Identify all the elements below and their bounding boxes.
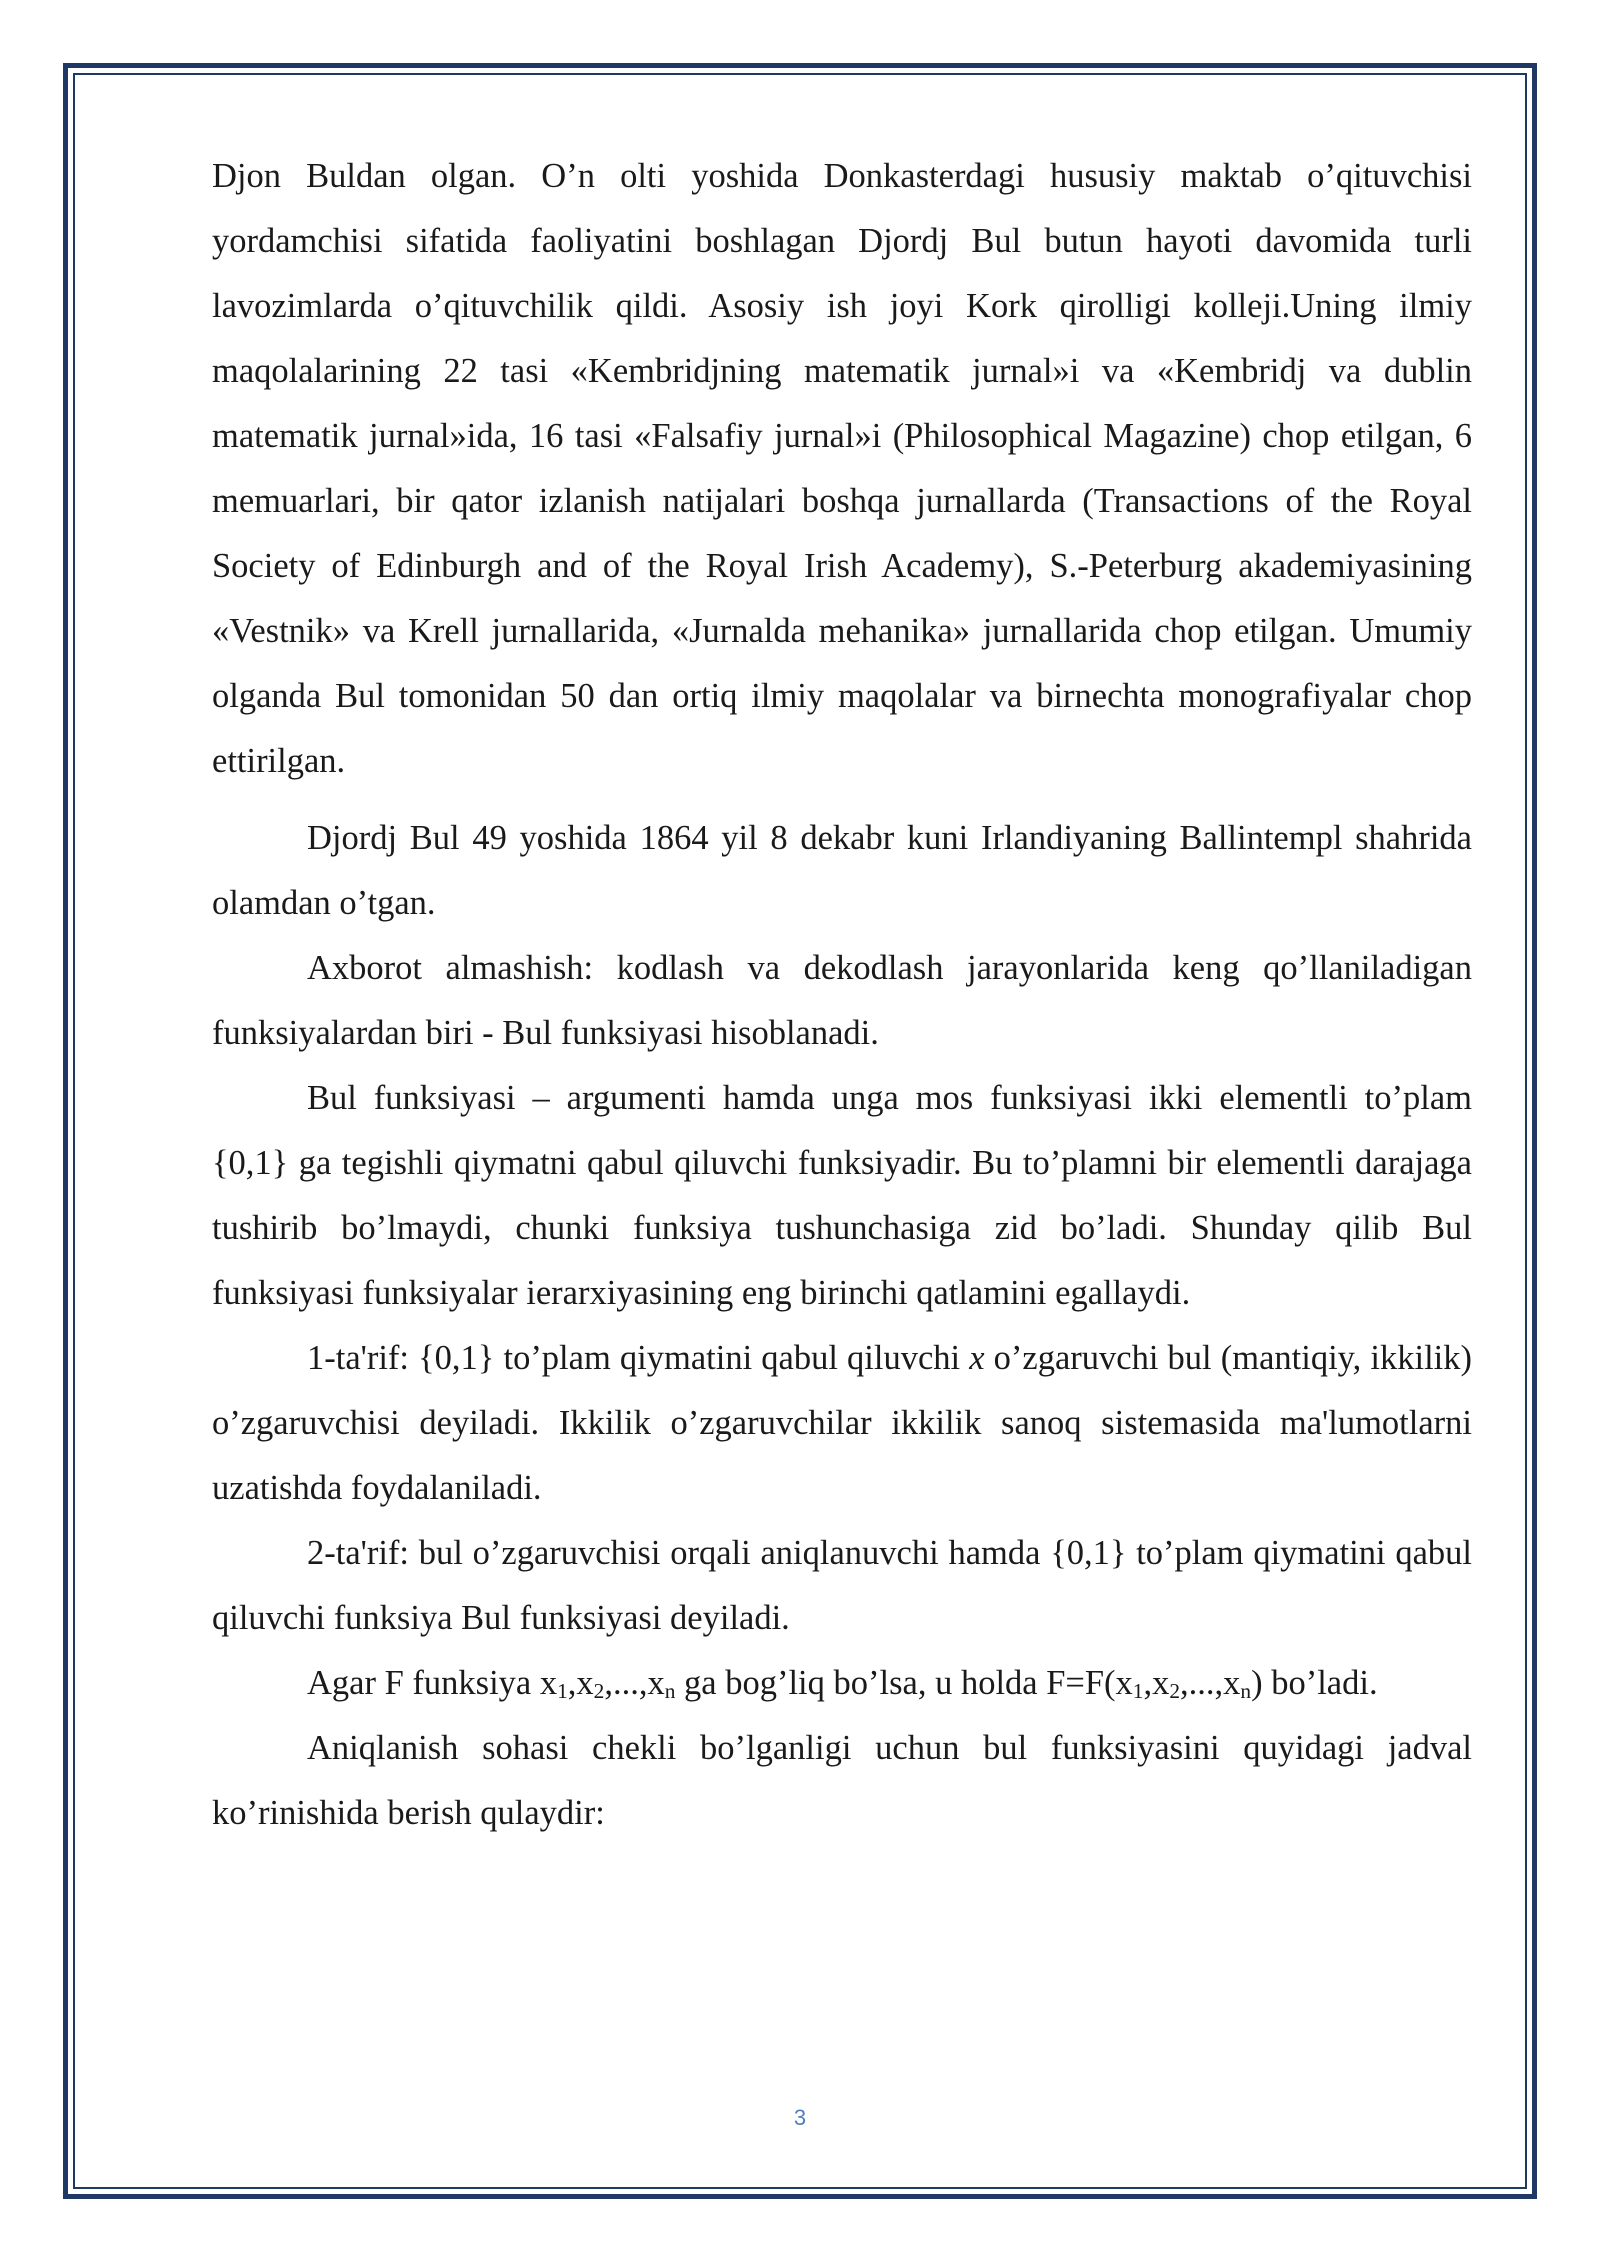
document-body — [212, 144, 1472, 1846]
subscript: n — [664, 1678, 676, 1703]
definition-1-text-start: 1-ta'rif: {0,1} to’plam qiymatini qabul qiluvchi — [307, 1339, 970, 1377]
paragraph-definition-1 — [212, 1326, 1472, 1521]
paragraph-biography: Djon Buldan olgan. O’n olti yoshida Donkasterdagi hususiy maktab o’qituvchisi yordamchisi sifatida faoliyatini boshlagan Djordj Bul butun hayoti davomida turli lavozimlarda o’qituvchilik qildi. Asosiy ish joyi Kork qirolligi kolleji.Uning ilmiy maqolalarining 22 tasi «Kembridjning matematik jurnal»i va «Kembridj va dublin matematik jurnal»ida, 16 tasi «Falsafiy jurnal»i (Philosophical Magazine) chop etilgan, 6 memuarlari, bir qator izlanish natijalari boshqa jurnallarda (Transactions of the Royal Society of Edinburgh and of the Royal Irish Academy), S.-Peterburg akademiyasining «Vestnik» va Krell jurnallarida, «Jurnalda mehanika» jurnallarida chop etilgan. Umumiy olganda Bul tomonidan 50 dan ortiq ilmiy maqolalar va birnechta monografiyalar chop ettirilgan. — [212, 157, 1472, 780]
subscript: 1 — [1132, 1678, 1144, 1703]
formula-text: ) bo’ladi. — [1251, 1664, 1378, 1702]
formula-text: Agar F funksiya x — [307, 1664, 558, 1702]
page-number: 3 — [793, 2105, 807, 2130]
paragraph-death: Djordj Bul 49 yoshida 1864 yil 8 dekabr kuni Irlandiyaning Ballintempl shahrida olamdan o’tgan. — [212, 819, 1472, 922]
subscript: n — [1240, 1678, 1252, 1703]
paragraph-formula — [212, 1651, 1472, 1716]
subscript: 2 — [1169, 1678, 1181, 1703]
definition-1-text-end: o’zgaruvchi bul (mantiqiy, ikkilik) o’zgaruvchisi deyiladi. Ikkilik o’zgaruvchilar ikkilik sanoq sistemasida ma'lumotlarni uzatishda foydalaniladi. — [212, 1339, 1472, 1507]
subscript: 2 — [593, 1678, 605, 1703]
formula-text: ga bog’liq bo’lsa, u holda F=F(x — [675, 1664, 1133, 1702]
formula-text: ,x — [1143, 1664, 1170, 1702]
subscript: 1 — [557, 1678, 568, 1703]
paragraph-information-exchange: Axborot almashish: kodlash va dekodlash jarayonlarida keng qo’llaniladigan funksiyalardan biri - Bul funksiyasi hisoblanadi. — [212, 949, 1472, 1052]
paragraph-definition-2: 2-ta'rif: bul o’zgaruvchisi orqali aniqlanuvchi hamda {0,1} to’plam qiymatini qabul qiluvchi funksiya Bul funksiyasi deyiladi. — [212, 1534, 1472, 1637]
formula-text: ,...,x — [604, 1664, 665, 1702]
variable-x: x — [969, 1339, 985, 1377]
paragraph-bool-function: Bul funksiyasi – argumenti hamda unga mos funksiyasi ikki elementli to’plam {0,1} ga tegishli qiymatni qabul qiluvchi funksiyadir. Bu to’plamni bir elementli darajaga tushirib bo’lmaydi, chunki funksiya tushunchasiga zid bo’ladi. Shunday qilib Bul funksiyasi funksiyalar ierarxiyasining eng birinchi qatlamini egallaydi. — [212, 1079, 1472, 1312]
paragraph-closing: Aniqlanish sohasi chekli bo’lganligi uchun bul funksiyasini quyidagi jadval ko’rinishida berish qulaydir: — [212, 1729, 1472, 1832]
formula-text: ,...,x — [1180, 1664, 1241, 1702]
formula-text: ,x — [567, 1664, 594, 1702]
